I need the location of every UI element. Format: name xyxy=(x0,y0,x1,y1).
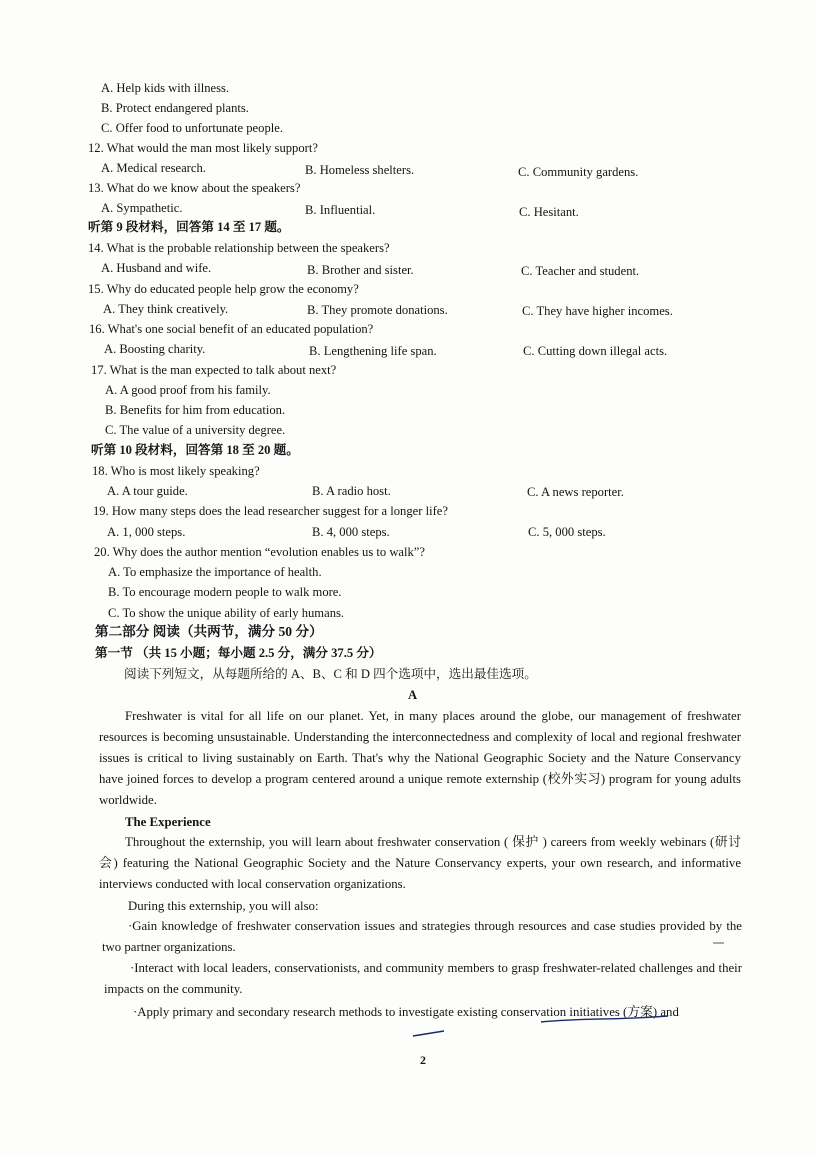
q13-stem: 13. What do we know about the speakers? xyxy=(88,181,301,195)
q13-option-b: B. Influential. xyxy=(305,203,376,217)
passage-bullet-3: ·Apply primary and secondary research methods to investigate existing conservation initiatives (方案) and xyxy=(133,1005,679,1019)
q19-option-c: C. 5, 000 steps. xyxy=(528,525,606,539)
q15-option-a: A. They think creatively. xyxy=(103,302,229,316)
q20-option-c: C. To show the unique ability of early humans. xyxy=(108,606,345,620)
q16-option-b: B. Lengthening life span. xyxy=(309,344,437,358)
q13-option-c: C. Hesitant. xyxy=(519,205,579,219)
q14-stem: 14. What is the probable relationship between the speakers? xyxy=(88,241,390,255)
q20-option-a: A. To emphasize the importance of health. xyxy=(108,565,322,579)
q18-option-a: A. A tour guide. xyxy=(107,484,188,498)
passage-paragraph-3: During this externship, you will also: xyxy=(128,899,319,913)
reading-instruction: 阅读下列短文，从每题所给的 A、B、C 和 D 四个选项中，选出最佳选项。 xyxy=(124,667,537,681)
underline-mark xyxy=(541,1016,668,1022)
q18-option-c: C. A news reporter. xyxy=(527,485,624,499)
q16-option-a: A. Boosting charity. xyxy=(104,342,206,356)
q14-option-b: B. Brother and sister. xyxy=(307,263,414,277)
q15-stem: 15. Why do educated people help grow the economy? xyxy=(88,282,359,296)
q14-option-a: A. Husband and wife. xyxy=(101,261,212,275)
q17-option-c: C. The value of a university degree. xyxy=(105,423,286,437)
q20-option-b: B. To encourage modern people to walk more. xyxy=(108,585,342,599)
part-2-title: 第二部分 阅读（共两节，满分 50 分） xyxy=(95,624,323,639)
q19-option-a: A. 1, 000 steps. xyxy=(107,525,186,539)
dash-mark xyxy=(413,1031,444,1036)
q12-stem: 12. What would the man most likely support? xyxy=(88,141,318,155)
q11-option-c: C. Offer food to unfortunate people. xyxy=(101,121,283,135)
q11-option-a: A. Help kids with illness. xyxy=(101,81,230,95)
passage-bullet-1-text: ·Gain knowledge of freshwater conservation issues and strategies through resources and case studies provided by the two partner organizations. xyxy=(102,919,742,954)
page-number: 2 xyxy=(420,1053,426,1067)
passage-label: A xyxy=(408,688,418,702)
q12-option-c: C. Community gardens. xyxy=(518,165,639,179)
q19-stem: 19. How many steps does the lead researcher suggest for a longer life? xyxy=(93,504,448,518)
passage-paragraph-2-text: Throughout the externship, you will learn about freshwater conservation ( 保护 ) careers from weekly webinars (研讨会) featuring the National Geographic Society and the Nature Conservancy experts, your own research, and informative interviews conducted with local conservation organizations. xyxy=(99,835,741,891)
section-10-instruction: 听第 10 段材料，回答第 18 至 20 题。 xyxy=(91,443,299,457)
q19-option-b: B. 4, 000 steps. xyxy=(312,525,390,539)
q18-option-b: B. A radio host. xyxy=(312,484,391,498)
q17-option-b: B. Benefits for him from education. xyxy=(105,403,286,417)
q15-option-c: C. They have higher incomes. xyxy=(522,304,673,318)
q16-option-c: C. Cutting down illegal acts. xyxy=(523,344,668,358)
q14-option-c: C. Teacher and student. xyxy=(521,264,640,278)
q12-option-a: A. Medical research. xyxy=(101,161,206,175)
q13-option-a: A. Sympathetic. xyxy=(101,201,183,215)
q18-stem: 18. Who is most likely speaking? xyxy=(92,464,260,478)
q15-option-b: B. They promote donations. xyxy=(307,303,448,317)
passage-subheading: The Experience xyxy=(125,815,211,829)
q11-option-b: B. Protect endangered plants. xyxy=(101,101,249,115)
q12-option-b: B. Homeless shelters. xyxy=(305,163,415,177)
section-9-instruction: 听第 9 段材料，回答第 14 至 17 题。 xyxy=(88,220,290,234)
section-1-title: 第一节 （共 15 小题；每小题 2.5 分，满分 37.5 分） xyxy=(95,646,382,660)
passage-paragraph-1-text: Freshwater is vital for all life on our planet. Yet, in many places around the globe, our management of freshwater resources is becoming unsustainable. Understanding the interconnectedness and complexity of local and regional freshwater issues is critical to living sustainably on Earth. That's why the National Geographic Society and the Nature Conservancy have joined forces to develop a program centered around a unique remote externship (校外实习) program for young adults worldwide. xyxy=(99,709,741,807)
q16-stem: 16. What's one social benefit of an educated population? xyxy=(89,322,374,336)
passage-bullet-2-text: ·Interact with local leaders, conservationists, and community members to grasp freshwater-related challenges and their impacts on the community. xyxy=(104,961,742,996)
q17-stem: 17. What is the man expected to talk about next? xyxy=(91,363,337,377)
q17-option-a: A. A good proof from his family. xyxy=(105,383,271,397)
q20-stem: 20. Why does the author mention “evolution enables us to walk”? xyxy=(94,545,425,559)
